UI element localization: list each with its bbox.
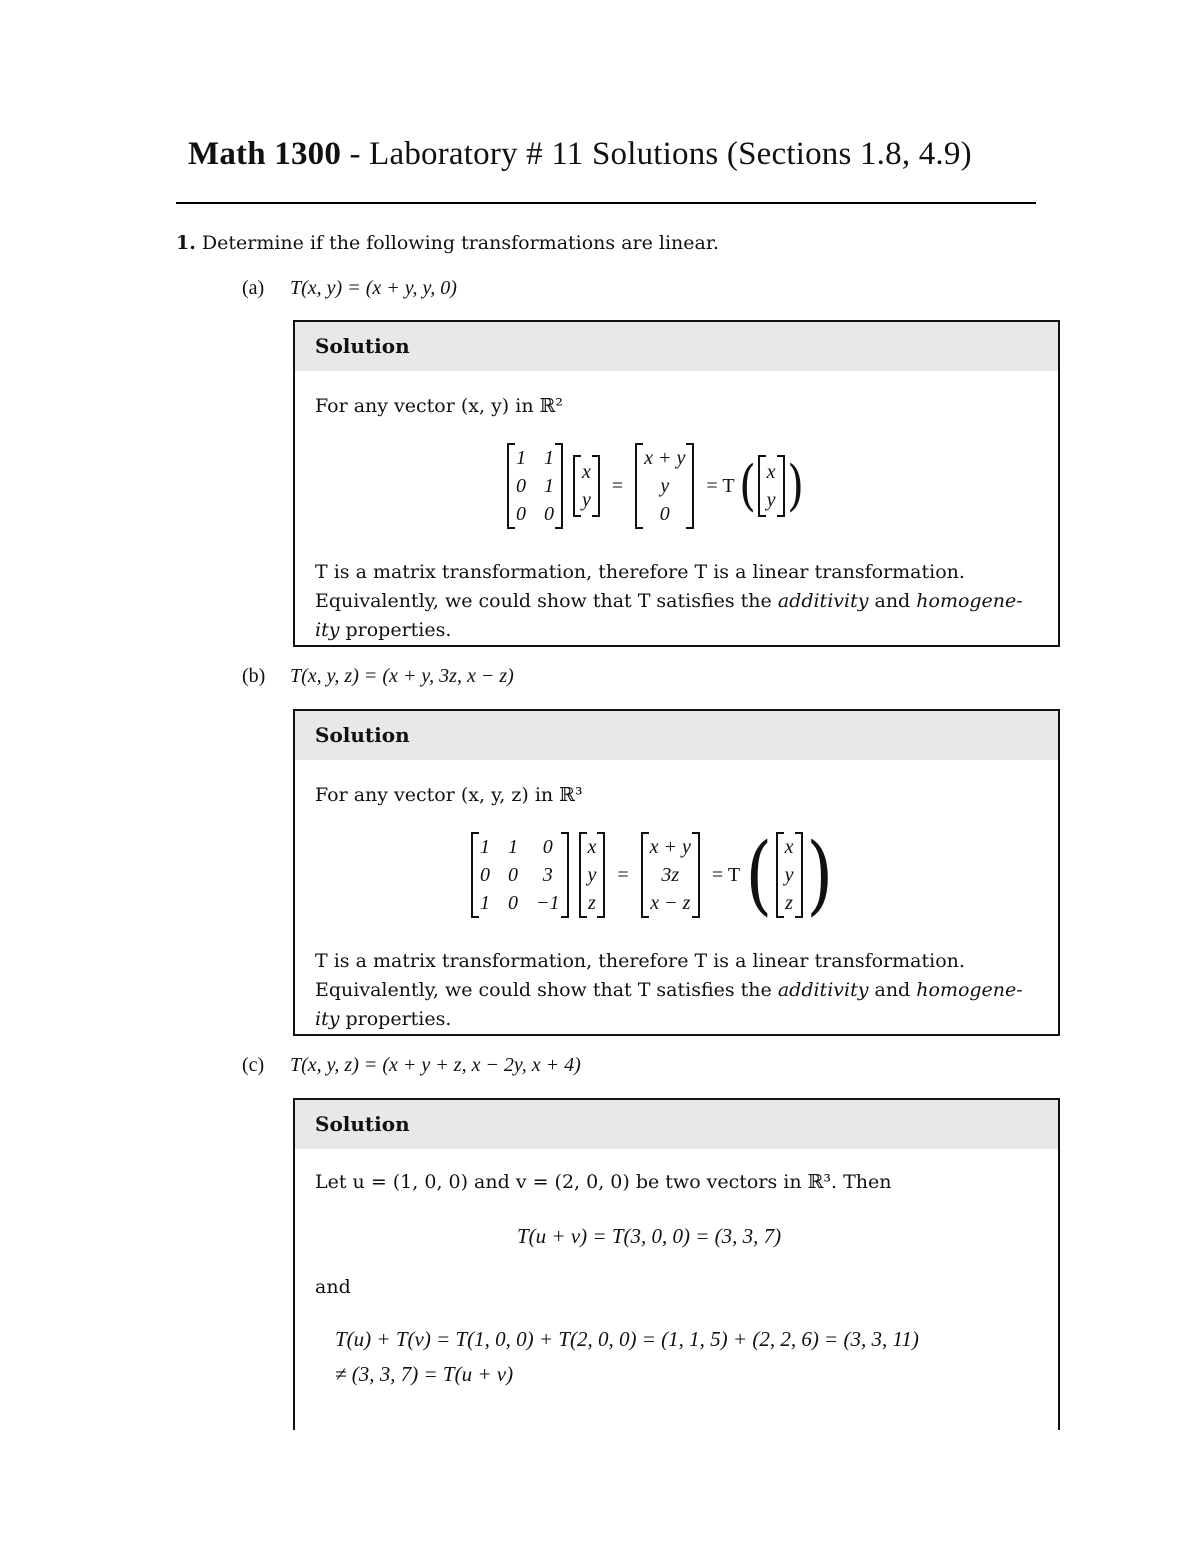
solution-heading: Solution bbox=[295, 711, 1058, 760]
part-label: (b) bbox=[242, 665, 266, 687]
matrix-a bbox=[507, 443, 563, 529]
matrix-entry: 1 bbox=[544, 475, 554, 497]
vector-x-arg: x y z bbox=[776, 832, 803, 918]
equals-T: = T bbox=[706, 474, 735, 497]
title-rest: - Laboratory # 11 Solutions (Sections 1.8, 4.9) bbox=[341, 136, 972, 172]
equals-T: = T bbox=[711, 863, 741, 886]
problem-text: Determine if the following transformations are linear. bbox=[201, 232, 719, 254]
solution-conclusion: T is a matrix transformation, therefore T is a linear transformation. Equivalently, we could show that T satisfies the additivity and homogene- ity properties. bbox=[315, 561, 1023, 641]
matrix-equation-b: 1 1 0 0 0 3 1 0 −1 x y z = x + y 3z x − z = T ( x y z ) bbox=[471, 832, 836, 918]
solution-box-b bbox=[293, 709, 1060, 1036]
vector-x-arg bbox=[758, 455, 785, 517]
solution-intro: For any vector (x, y) in ℝ² bbox=[315, 395, 564, 417]
solution-intro: Let u = (1, 0, 0) and v = (2, 0, 0) be two vectors in ℝ³. Then bbox=[315, 1171, 892, 1193]
title-course: Math 1300 bbox=[188, 136, 342, 172]
equation-sum: T(u + v) = T(3, 0, 0) = (3, 3, 7) bbox=[517, 1224, 782, 1248]
result-entry: x + y bbox=[644, 447, 686, 469]
part-a bbox=[242, 277, 457, 300]
part-b bbox=[242, 665, 514, 688]
vector-x: x y z bbox=[579, 832, 606, 918]
page-title bbox=[188, 136, 972, 173]
part-label: (c) bbox=[242, 1054, 265, 1076]
equation-separate: T(u) + T(v) = T(1, 0, 0) + T(2, 0, 0) = (1, 1, 5) + (2, 2, 6) = (3, 3, 11) bbox=[335, 1327, 919, 1351]
and-text: and bbox=[315, 1276, 351, 1298]
solution-heading: Solution bbox=[295, 1100, 1058, 1149]
vector-entry: y bbox=[766, 489, 776, 511]
part-statement: T(x, y, z) = (x + y, 3z, x − z) bbox=[290, 665, 514, 687]
vector-entry: y bbox=[582, 489, 591, 511]
part-label: (a) bbox=[242, 277, 265, 299]
matrix-entry: 1 bbox=[516, 447, 526, 469]
problem-1 bbox=[176, 232, 719, 254]
part-statement: T(x, y, z) = (x + y + z, x − 2y, x + 4) bbox=[290, 1054, 581, 1076]
result-vector: x + y 3z x − z bbox=[641, 832, 700, 918]
equation-inequality: ≠ (3, 3, 7) = T(u + v) bbox=[335, 1362, 514, 1386]
problem-number: 1. bbox=[176, 232, 196, 254]
result-vector bbox=[635, 443, 694, 529]
matrix-b: 1 1 0 0 0 3 1 0 −1 bbox=[471, 832, 569, 918]
matrix-entry: 1 bbox=[544, 447, 554, 469]
solution-box-a bbox=[293, 320, 1060, 647]
matrix-entry: 0 bbox=[544, 503, 554, 525]
vector-entry: x bbox=[582, 461, 591, 483]
matrix-equation-a: 1 1 0 1 0 0 x y = x + y y 0 = T ( x y ) bbox=[507, 443, 806, 529]
matrix-entry: 0 bbox=[516, 503, 526, 525]
part-statement: T(x, y) = (x + y, y, 0) bbox=[290, 277, 457, 299]
solution-conclusion: T is a matrix transformation, therefore T is a linear transformation. Equivalently, we could show that T satisfies the additivity and homogene- ity properties. bbox=[315, 950, 1023, 1030]
vector-entry: x bbox=[766, 461, 776, 483]
solution-intro: For any vector (x, y, z) in ℝ³ bbox=[315, 784, 583, 806]
part-c bbox=[242, 1054, 581, 1077]
vector-x bbox=[573, 455, 600, 517]
title-rule bbox=[176, 202, 1036, 204]
solution-box-c bbox=[293, 1098, 1060, 1430]
result-entry: 0 bbox=[659, 503, 670, 525]
matrix-entry: 0 bbox=[516, 475, 526, 497]
solution-heading: Solution bbox=[295, 322, 1058, 371]
result-entry: y bbox=[660, 475, 670, 497]
